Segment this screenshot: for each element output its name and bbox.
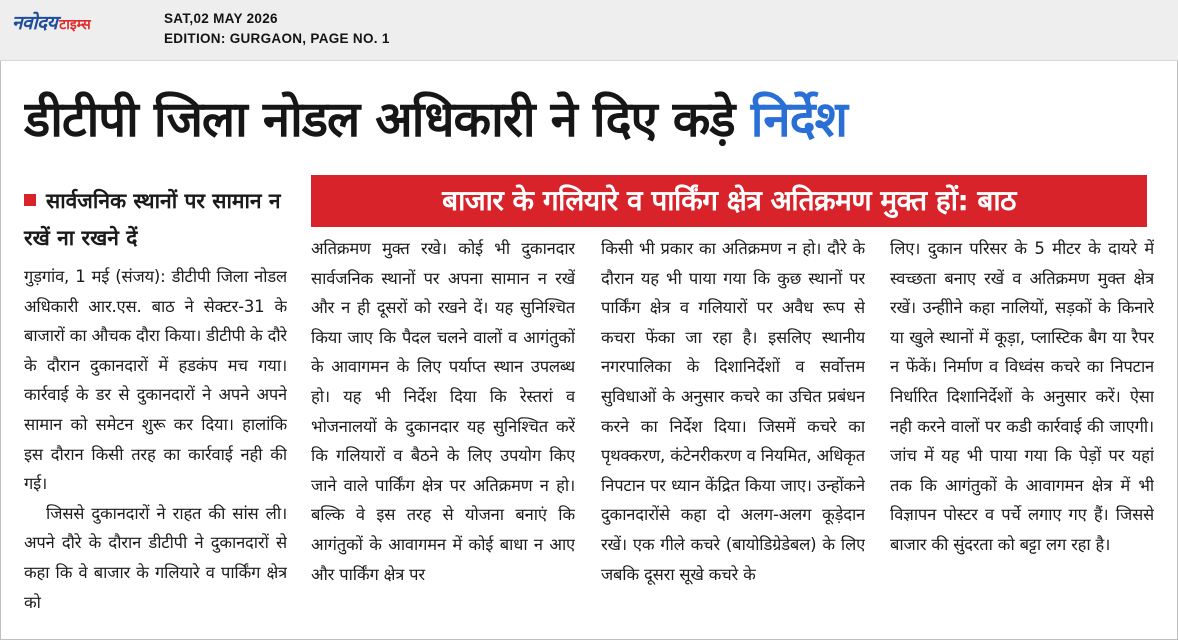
column-1-paragraph-2: जिससे दुकानदारों ने राहत की सांस ली। अपने दौरे के दौरान डीटीपी ने दुकानदारों से कहा कि वे बाजार के गलियारे व पार्किंग क्षेत्र को bbox=[24, 503, 287, 612]
column-1-paragraph-1: गुड़गांव, 1 मई (संजय): डीटीपी जिला नोडल अधिकारी आर.एस. बाठ ने सेक्टर-31 के बाजारों का औचक दौरा किया। डीटीपी के दौरे के दौरान दुकानदारों में हडकंप मच गया। कार्रवाई के डर से दुकानदारों ने अपने अपने सामान को समेटन शुरू कर दिया। हालांकि इस दौरान किसी तरह का कार्रवाई नही की गई। bbox=[24, 267, 287, 494]
column-2-text: अतिक्रमण मुक्त रखे। कोई भी दुकानदार सार्वजनिक स्थानों पर अपना सामान न रखें और न ही दूसरों को रखने दें। यह सुनिश्चित किया जाए कि पैदल चलने वालों व आगंतुकों के आवागमन के लिए पर्याप्त स्थान उपलब्ध हो। यह भी निर्देश दिया कि रेस्तरां व भोजनालयों के दुकानदार यह सुनिश्चित करें कि गलियारों व बैठने के लिए उपयोग किए जाने वाले पार्किंग क्षेत्र पर अतिक्रमण न हो। बल्कि वे इस तरह से योजना बनाएं कि आगंतुकों के आवागमन में कोई बाधा न आए और पार्किंग क्षेत्र पर bbox=[311, 239, 575, 584]
article-column-3 bbox=[601, 234, 865, 618]
column-4-text: लिए। दुकान परिसर के 5 मीटर के दायरे में स्वच्छता बनाए रखें व अतिक्रमण मुक्त क्षेत्र रखें। उन्हीोने कहा नालियों, सड़कों के किनारे या खुले स्थानों में कूड़ा, प्लास्टिक बैग या रैपर न फेंकें। निर्माण व विध्वंस कचरे का निपटान निर्धारित दिशानिर्देशों के अनुसार करें। ऐसा नही करने वालों पर कडी कार्रवाई की जाएगी। जांच में यह भी पाया गया कि पेड़ों पर यहां तक कि आगंतुकों के आवागमन क्षेत्र में भी विज्ञापन पोस्टर व पर्चे लगाए गए हैं। जिससे बाजार की सुंदरता को बट्टा लग रहा है। bbox=[890, 239, 1154, 554]
side-heading-text: सार्वजनिक स्थानों पर सामान न रखें ना रखने दें bbox=[24, 189, 281, 250]
column-3-text: किसी भी प्रकार का अतिक्रमण न हो। दौरे के दौरान यह भी पाया गया कि कुछ स्थानों पर पार्किंग क्षेत्र व गलियारों पर अवैध रूप से कचरा फेंका जा रहा है। इसलिए स्थानीय नगरपालिका के दिशानिर्देशों व सर्वोत्तम सुविधाओं के अनुसार कचरे का उचित प्रबंधन करने का निर्देश दिया। जिसमें कचरे का पृथक्करण, कंटेनरीकरण व नियमित, अधिकृत निपटान पर ध्यान केंद्रित किया जाए। उन्होंकने दुकानदारोंसे कहा दो अलग-अलग कूड़ेदान रखें। एक गीले कचरे (बायोडिग्रेडेबल) के लिए जबकि दूसरा सूखे कचरे के bbox=[601, 239, 865, 584]
sub-headline: बाजार के गलियारे व पार्किंग क्षेत्र अतिक्रमण मुक्त हों: बाठ bbox=[311, 175, 1147, 227]
side-heading bbox=[24, 183, 296, 257]
bullet-square-icon bbox=[24, 194, 36, 206]
headline-main: डीटीपी जिला नोडल अधिकारी ने दिए कड़े bbox=[24, 91, 735, 148]
article-headline bbox=[24, 80, 1164, 160]
edition-info bbox=[164, 9, 390, 49]
article-column-1 bbox=[24, 262, 287, 612]
newspaper-logo[interactable] bbox=[12, 9, 91, 35]
issue-date: SAT,02 MAY 2026 bbox=[164, 11, 278, 26]
edition-page: EDITION: GURGAON, PAGE NO. 1 bbox=[164, 31, 390, 46]
article-column-4 bbox=[890, 234, 1154, 618]
article-column-2 bbox=[311, 234, 575, 618]
masthead-bar bbox=[0, 0, 1178, 61]
logo-main-text: नवोदय bbox=[12, 12, 58, 34]
headline-highlight: निर्देश bbox=[750, 91, 847, 148]
logo-sub-text: टाइम्स bbox=[59, 17, 91, 33]
